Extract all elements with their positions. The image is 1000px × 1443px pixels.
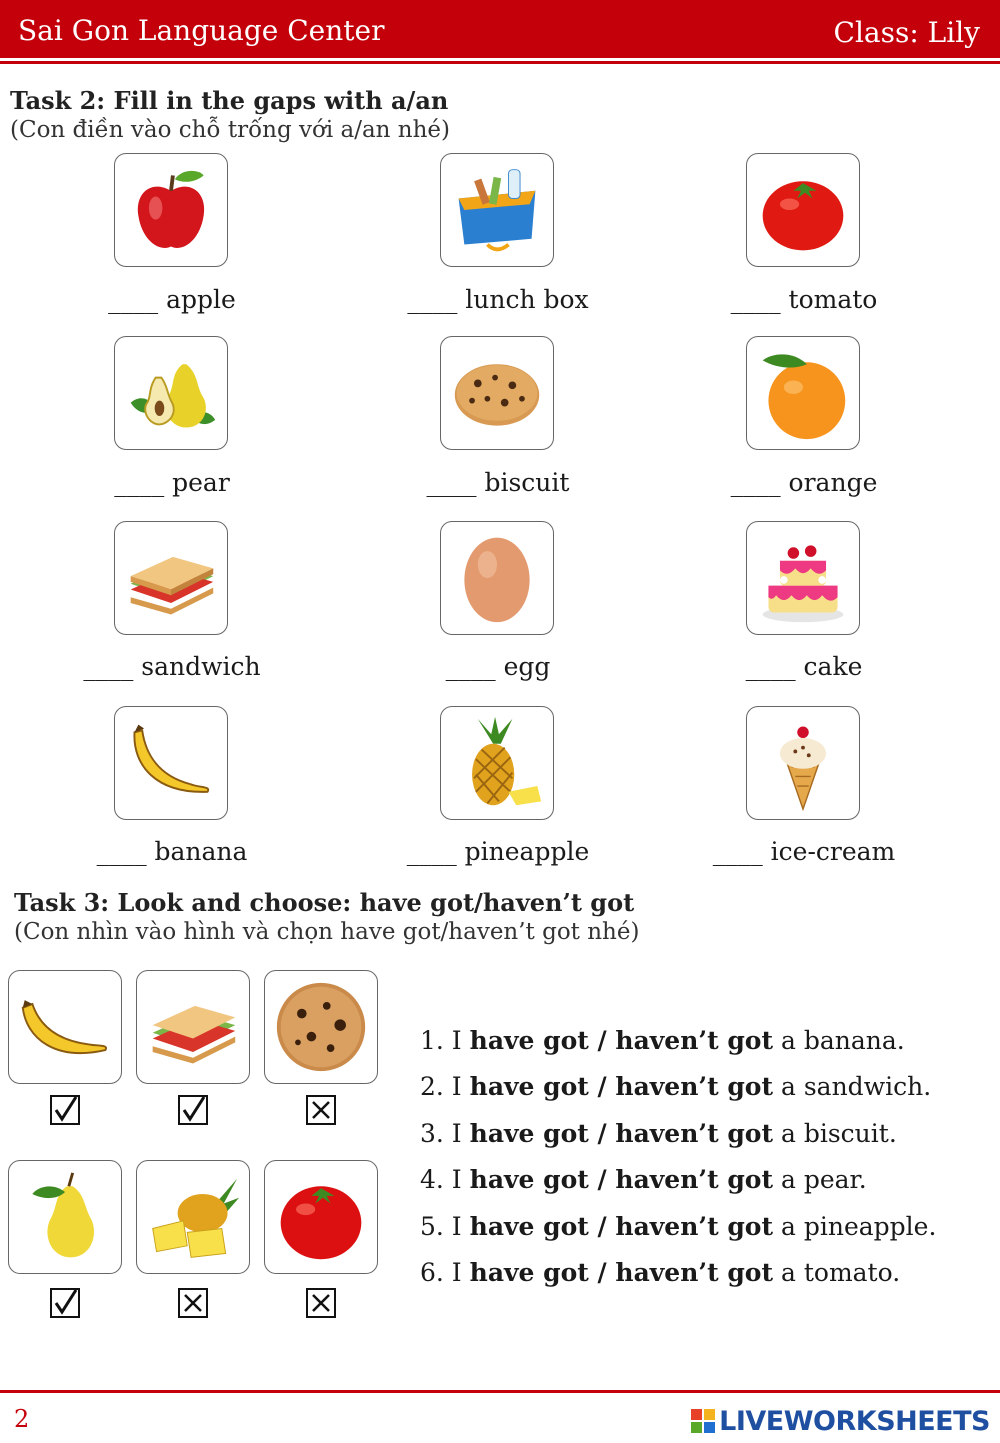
apple-picture — [114, 153, 228, 267]
sandwich-picture — [114, 521, 228, 635]
sandwich-icon — [123, 530, 219, 626]
caption-ice-cream: ____ ice-cream — [712, 837, 896, 866]
footer-divider — [0, 1390, 1000, 1393]
task3-tomato-picture — [264, 1160, 378, 1274]
banana-icon — [123, 715, 219, 811]
lunch-box-icon — [449, 162, 545, 258]
tomato-icon — [273, 1169, 369, 1265]
banana-picture — [114, 706, 228, 820]
caption-pear: ____ pear — [114, 468, 230, 497]
biscuit-icon — [273, 979, 369, 1075]
orange-picture — [746, 336, 860, 450]
sentence-end: a pineapple. — [781, 1212, 937, 1241]
check-icon — [52, 1290, 78, 1316]
checkbox-pineapple — [178, 1288, 208, 1318]
apple-icon — [123, 162, 219, 258]
checkbox-biscuit — [306, 1095, 336, 1125]
sentence-5 — [420, 1212, 936, 1241]
sentence-3 — [420, 1119, 897, 1148]
choice-option[interactable]: have got / haven’t got — [469, 1072, 774, 1101]
liveworksheets-logo[interactable] — [691, 1405, 990, 1437]
choice-option[interactable]: have got / haven’t got — [469, 1258, 774, 1287]
biscuit-picture — [440, 336, 554, 450]
sandwich-icon — [145, 979, 241, 1075]
banana-icon — [17, 979, 113, 1075]
caption-pineapple: ____ pineapple — [406, 837, 590, 866]
ice-cream-picture — [746, 706, 860, 820]
page-number: 2 — [14, 1405, 30, 1433]
checkbox-sandwich — [178, 1095, 208, 1125]
sentence-end: a biscuit. — [781, 1119, 897, 1148]
checkbox-banana — [50, 1095, 80, 1125]
cross-icon — [308, 1290, 334, 1316]
sentence-end: a sandwich. — [781, 1072, 932, 1101]
egg-icon — [449, 530, 545, 626]
ice-cream-icon — [755, 715, 851, 811]
sentence-2 — [420, 1072, 931, 1101]
choice-option[interactable]: have got / haven’t got — [469, 1119, 774, 1148]
sentence-end: a pear. — [781, 1165, 867, 1194]
caption-egg: ____ egg — [445, 652, 551, 681]
header-bar — [0, 0, 1000, 58]
orange-icon — [755, 345, 851, 441]
sentence-1 — [420, 1026, 905, 1055]
cross-icon — [308, 1097, 334, 1123]
task2-subtitle: (Con điền vào chỗ trống với a/an nhé) — [10, 117, 451, 143]
choice-option[interactable]: have got / haven’t got — [469, 1165, 774, 1194]
egg-picture — [440, 521, 554, 635]
task3-pineapple-picture — [136, 1160, 250, 1274]
center-name: Sai Gon Language Center — [18, 14, 385, 47]
sentence-number: 4. I — [420, 1165, 462, 1194]
caption-tomato: ____ tomato — [730, 285, 878, 314]
sentence-number: 3. I — [420, 1119, 462, 1148]
task3-title: Task 3: Look and choose: have got/haven’t got — [14, 888, 635, 917]
task3-banana-picture — [8, 970, 122, 1084]
check-icon — [180, 1097, 206, 1123]
task3-pear-picture — [8, 1160, 122, 1274]
lunch-box-picture — [440, 153, 554, 267]
check-icon — [52, 1097, 78, 1123]
pear-picture — [114, 336, 228, 450]
task3-subtitle: (Con nhìn vào hình và chọn have got/haven’t got nhé) — [14, 919, 640, 945]
task3-biscuit-picture — [264, 970, 378, 1084]
sentence-end: a tomato. — [781, 1258, 901, 1287]
pineapple-picture — [440, 706, 554, 820]
pear-icon — [123, 345, 219, 441]
caption-apple: ____ apple — [108, 285, 236, 314]
caption-cake: ____ cake — [745, 652, 863, 681]
task2-title: Task 2: Fill in the gaps with a/an — [10, 86, 449, 115]
cake-icon — [755, 530, 851, 626]
sentence-number: 6. I — [420, 1258, 462, 1287]
sentence-end: a banana. — [781, 1026, 905, 1055]
header-divider — [0, 61, 1000, 64]
cross-icon — [180, 1290, 206, 1316]
liveworksheets-logo-icon — [691, 1409, 715, 1433]
choice-option[interactable]: have got / haven’t got — [469, 1212, 774, 1241]
cake-picture — [746, 521, 860, 635]
caption-lunch-box: ____ lunch box — [407, 285, 589, 314]
pineapple-icon — [449, 715, 545, 811]
caption-banana: ____ banana — [96, 837, 248, 866]
liveworksheets-brand: LIVEWORKSHEETS — [719, 1405, 990, 1437]
tomato-icon — [755, 162, 851, 258]
sentence-number: 2. I — [420, 1072, 462, 1101]
pear-icon — [17, 1169, 113, 1265]
tomato-picture — [746, 153, 860, 267]
sentence-number: 1. I — [420, 1026, 462, 1055]
caption-orange: ____ orange — [730, 468, 878, 497]
caption-biscuit: ____ biscuit — [426, 468, 570, 497]
sentence-number: 5. I — [420, 1212, 462, 1241]
checkbox-pear — [50, 1288, 80, 1318]
class-label: Class: Lily — [833, 16, 980, 49]
sentence-4 — [420, 1165, 867, 1194]
biscuit-icon — [449, 345, 545, 441]
pineapple-icon — [145, 1169, 241, 1265]
sentence-6 — [420, 1258, 900, 1287]
task3-sandwich-picture — [136, 970, 250, 1084]
choice-option[interactable]: have got / haven’t got — [469, 1026, 774, 1055]
caption-sandwich: ____ sandwich — [83, 652, 261, 681]
checkbox-tomato — [306, 1288, 336, 1318]
